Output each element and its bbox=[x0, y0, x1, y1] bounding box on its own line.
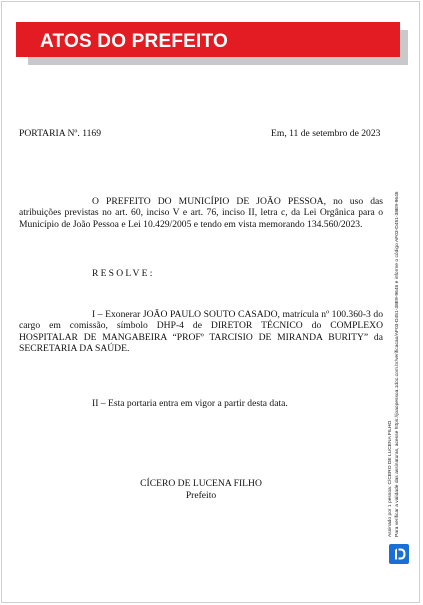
1doc-logo-icon bbox=[389, 544, 409, 564]
document-date: Em, 11 de setembro de 2023 bbox=[271, 128, 381, 139]
article-two: II – Esta portaria entra em vigor a partir desta data. bbox=[92, 398, 288, 409]
signature-sidebar bbox=[388, 117, 401, 537]
signatory-name: CÍCERO DE LUCENA FILHO bbox=[140, 478, 262, 489]
portaria-number: PORTARIA Nº. 1169 bbox=[19, 128, 102, 139]
resolve-heading: RESOLVE: bbox=[92, 268, 155, 279]
signature-signed-by: Assinado por 1 pessoa: CÍCERO DE LUCENA FILHO bbox=[388, 420, 393, 537]
signature-verify-text[interactable]: Para verificar a validade das assinaturas, acesse https://joaopessoa.1doc.com.br/verificacao/AF03-D451-38E9-9645 e informe o código AF03-D451-38E9-9645 bbox=[394, 191, 400, 537]
intro-paragraph: O PREFEITO DO MUNICÍPIO DE JOÃO PESSOA, no uso das atribuições previstas no art. 60, inciso V e art. 76, inciso II, letra c, da Lei Orgânica para o Município de João Pessoa e Lei 10.429/2005 e tendo em vista memorando 134.560/2023. bbox=[19, 196, 383, 230]
signatory-role: Prefeito bbox=[185, 490, 217, 501]
header-title: ATOS DO PREFEITO bbox=[40, 31, 228, 52]
page-frame bbox=[1, 1, 420, 603]
article-one: I – Exonerar JOÃO PAULO SOUTO CASADO, matrícula nº 100.360-3 do cargo em comissão, símbolo DHP-4 de DIRETOR TÉCNICO do COMPLEXO HOSPITALAR DE MANGABEIRA “PROFº TARCISIO DE MIRANDA BURITY” da SECRETARIA DA SAÚDE. bbox=[19, 309, 383, 355]
